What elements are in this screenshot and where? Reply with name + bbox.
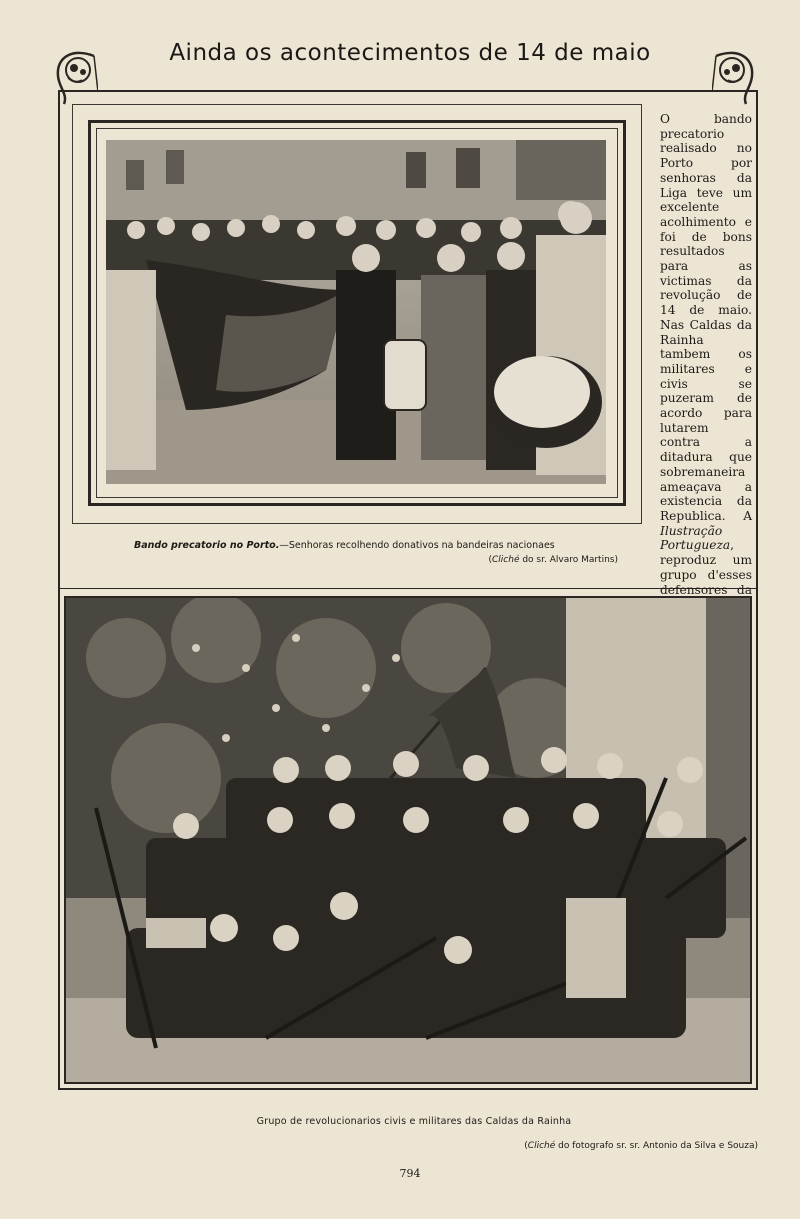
bottom-photo-caption: Grupo de revolucionarios civis e militares das Caldas da Rainha [256, 1116, 572, 1127]
top-photo-credit: (Cliché do sr. Alvaro Martins) [488, 555, 618, 565]
photo-women-collecting-donations [106, 140, 606, 484]
top-photo-caption-title: Bando precatorio no Porto. [134, 540, 280, 551]
bottom-photo-credit: (Cliché do fotografo sr. sr. Antonio da Silva e Souza) [524, 1141, 758, 1151]
article-text-part-1: O bando precatorio realisado no Porto por senhoras da Liga teve um excelente acolhimento e foi de bons resultados para as victimas da revolução de 14 de maio. Nas Caldas da Rainha tambem os militares e civis se puzeram de acordo para lutarem contra a ditadura que sobremaneira ameaçava a existencia da Republica. A [660, 112, 752, 523]
photo-revolutionaries-group [64, 596, 752, 1084]
top-photo-credit-label: Cliché [492, 555, 520, 565]
section-divider [58, 588, 758, 589]
top-photo-caption [134, 540, 634, 551]
top-photo-caption-text: —Senhoras recolhendo donativos na bandeiras nacionaes [279, 540, 555, 551]
article-magazine-name: Ilustração Portugueza [660, 523, 731, 553]
bottom-photo-credit-text: do fotografo sr. sr. Antonio da Silva e Souza) [555, 1141, 758, 1151]
article-text-part-2: , reproduz um grupo d'esses defensores da [660, 538, 752, 597]
page-number: 794 [399, 1167, 421, 1180]
top-photo-credit-text: do sr. Alvaro Martins) [519, 555, 618, 565]
bottom-photo-credit-label: Cliché [527, 1141, 556, 1151]
page-headline: Ainda os acontecimentos de 14 de maio [169, 40, 651, 66]
